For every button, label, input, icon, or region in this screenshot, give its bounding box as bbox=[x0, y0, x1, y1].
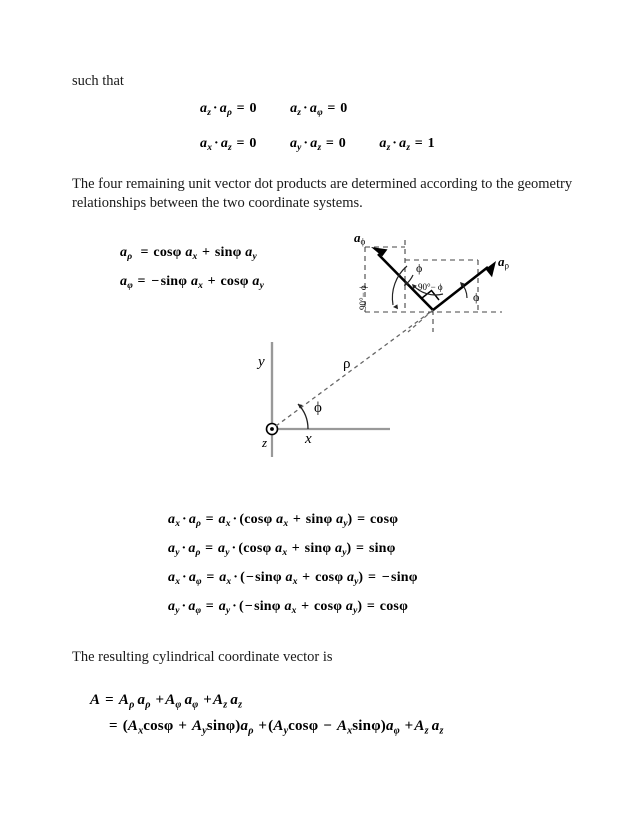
z-origin-dot-icon bbox=[270, 427, 274, 431]
coordinate-geometry-diagram bbox=[230, 232, 530, 457]
equation-orthogonality-row-2: $a_x \cdot a_z = 0$ $a_y \cdot a_z = 0$ $a_z \cdot a_z = 1$ bbox=[200, 136, 435, 154]
equation-unit-vector-rho: $a_\rho = \cos\varphi$ $a_x + \sin\varphi$ $a_y$ bbox=[120, 245, 257, 263]
inset-angle-right-complement-label: 90°− ϕ bbox=[418, 282, 443, 292]
paragraph-four-remaining: The four remaining unit vector dot products are determined according to the geometry relationships between the two coordinate systems. bbox=[72, 176, 573, 211]
dot-operator-icon: · bbox=[212, 101, 218, 116]
equation-final-vector-line-2: = $(A_x\cos\varphi + A_y\sin\varphi)a_\rho +(A_y\cos\varphi - A_x\sin\varphi)a_\varphi +A_z$ $a_z$ bbox=[109, 718, 444, 737]
phi-angle-label: ϕ bbox=[314, 400, 322, 416]
dot-operator-icon: · bbox=[181, 599, 187, 614]
dot-operator-icon: · bbox=[213, 136, 219, 151]
dot-operator-icon: · bbox=[181, 512, 187, 527]
equation-dot-product-1: $a_x \cdot a_\rho = a_x \cdot (\cos\varphi$ $a_x + \sin\varphi$ $a_y) = \cos\varphi$ bbox=[168, 512, 399, 530]
equation-dot-product-3: $a_x \cdot a_\varphi = a_x \cdot (-\sin\varphi$ $a_x + \cos\varphi$ $a_y) = -\sin\varphi$ bbox=[168, 570, 418, 588]
dot-operator-icon: · bbox=[392, 136, 398, 151]
inset-90-minus-phi-left-arrowhead-icon bbox=[393, 304, 398, 309]
dot-operator-icon: · bbox=[232, 512, 238, 527]
equation-unit-vector-phi: $a_\varphi = -\sin\varphi$ $a_x + \cos\varphi$ $a_y$ bbox=[120, 274, 264, 292]
rho-dashed-ray bbox=[276, 310, 433, 426]
dot-operator-icon: · bbox=[231, 541, 237, 556]
equation-dot-product-2: $a_y \cdot a_\rho = a_y \cdot (\cos\varphi$ $a_x + \sin\varphi$ $a_y) = \sin\varphi$ bbox=[168, 541, 396, 559]
dot-operator-icon: · bbox=[233, 570, 239, 585]
rho-ray-label: ρ bbox=[343, 356, 351, 372]
dot-operator-icon: · bbox=[181, 570, 187, 585]
eq-az-az: $a_z$ bbox=[379, 136, 391, 154]
a-rho-arrowhead-icon bbox=[485, 261, 496, 277]
intro-text: such that bbox=[72, 73, 124, 89]
paragraph-resulting-vector: The resulting cylindrical coordinate vector is bbox=[72, 649, 333, 665]
a-rho-label: $a_\rho$ bbox=[498, 254, 510, 271]
dot-operator-icon: · bbox=[181, 541, 187, 556]
dot-operator-icon: · bbox=[232, 599, 237, 614]
inset-angle-top-label: ϕ bbox=[416, 261, 423, 275]
eq-ay-az: $a_y$ bbox=[289, 136, 302, 154]
equation-final-vector-line-1: $A = A_\rho$ $a_\rho +A_\varphi$ $a_\varphi +A_z$ $a_z$ bbox=[90, 692, 243, 711]
a-phi-label: $a_\phi$ bbox=[354, 230, 366, 247]
z-axis-label: z bbox=[262, 435, 268, 450]
dot-operator-icon: · bbox=[303, 136, 309, 151]
y-axis-label: y bbox=[258, 354, 265, 370]
eq-az-arho: $a_z$ bbox=[200, 101, 211, 119]
eq-az-aphi: $a_z$ bbox=[290, 101, 301, 119]
inset-angle-left-complement-label: 90°− ϕ bbox=[358, 285, 368, 310]
dot-operator-icon: · bbox=[303, 101, 308, 116]
diagram-svg bbox=[230, 232, 530, 457]
equation-dot-product-4: $a_y \cdot a_\varphi = a_y \cdot (-\sin\varphi$ $a_x + \cos\varphi$ $a_y) = \cos\varphi$ bbox=[168, 599, 408, 617]
inset-angle-bottom-right-label: ϕ bbox=[473, 290, 480, 304]
equation-orthogonality-row-1: $a_z \cdot a_\rho = 0$ $a_z \cdot a_\varphi = 0$ bbox=[200, 101, 348, 119]
x-axis-label: x bbox=[305, 431, 312, 447]
eq-ax-az: $a_x$ bbox=[200, 136, 212, 154]
